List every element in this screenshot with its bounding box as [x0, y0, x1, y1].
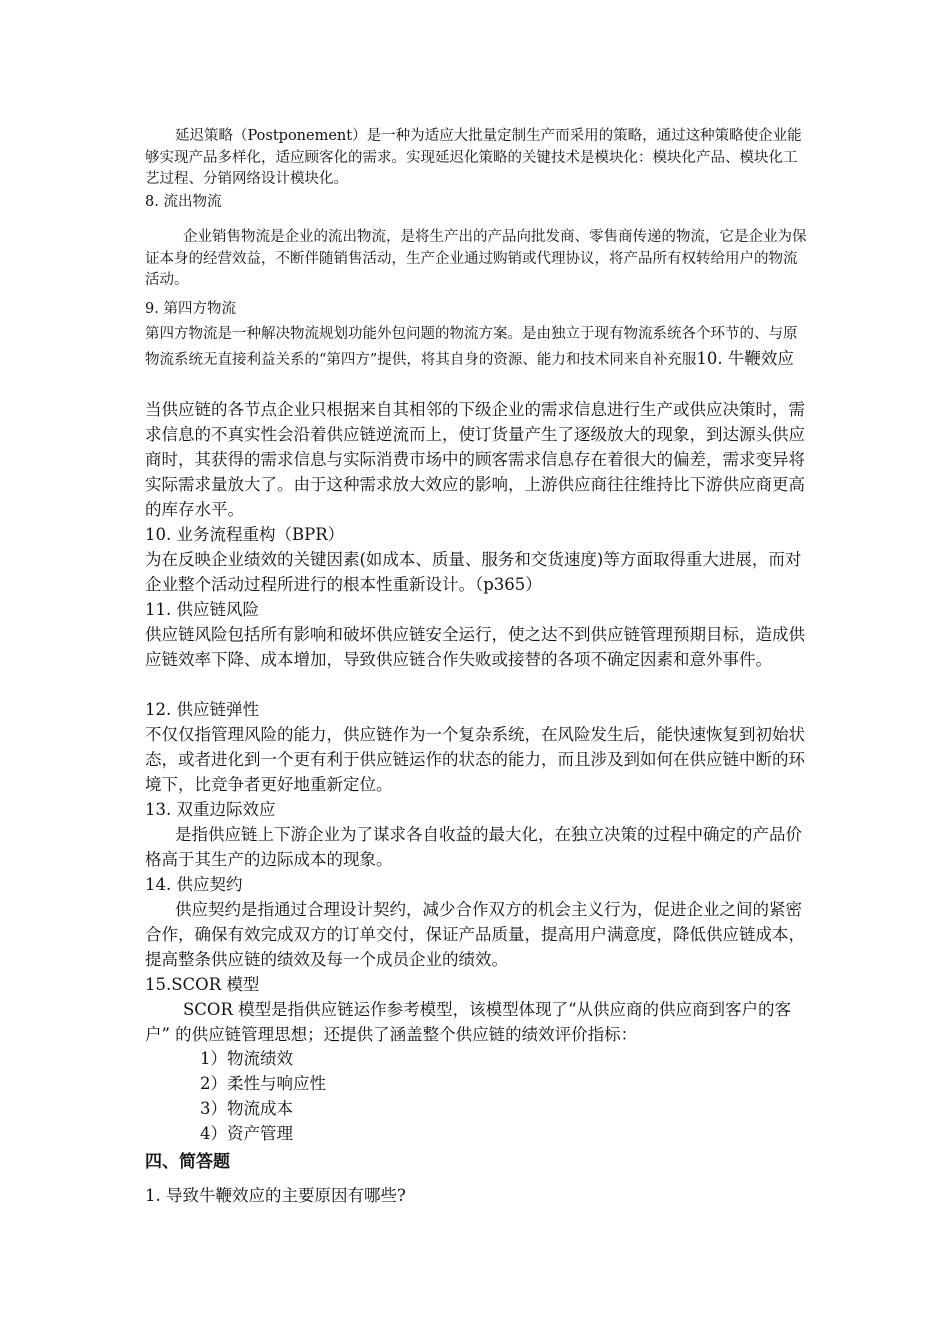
heading-14: 14. 供应契约 — [145, 875, 243, 894]
list-item: 1）物流绩效 — [200, 1049, 293, 1068]
paragraph-14: 供应契约是指通过合理设计契约，减少合作双方的机会主义行为，促进企业之间的紧密合作，确保有效完成双方的订单交付，保证产品质量，提高用户满意度，降低供应链成本，提高整条供应链的绩效及每一个成员企业的绩效。 — [145, 900, 805, 969]
question-1: 1. 导致牛鞭效应的主要原因有哪些? — [145, 1186, 406, 1205]
heading-10-bpr: 10. 业务流程重构（BPR） — [145, 525, 345, 544]
heading-8: 8. 流出物流 — [145, 194, 222, 210]
paragraph-9 — [145, 324, 810, 371]
heading-13: 13. 双重边际效应 — [145, 800, 276, 819]
paragraph-11: 供应链风险包括所有影响和破坏供应链安全运行，使之达不到供应链管理预期目标，造成供应链效率下降、成本增加，导致供应链合作失败或接替的各项不确定因素和意外事件。 — [145, 625, 805, 669]
list-item: 2）柔性与响应性 — [200, 1074, 326, 1093]
paragraph-12: 不仅仅指管理风险的能力，供应链作为一个复杂系统，在风险发生后，能快速恢复到初始状态，或者进化到一个更有利于供应链运作的状态的能力，而且涉及到如何在供应链中断的环境下，比竞争者更好地重新定位。 — [145, 725, 805, 794]
heading-9: 9. 第四方物流 — [145, 301, 236, 317]
heading-15: 15.SCOR 模型 — [145, 975, 260, 994]
section-heading: 四、简答题 — [145, 1152, 230, 1172]
paragraph-10-bpr: 为在反映企业绩效的关键因素(如成本、质量、服务和交货速度)等方面取得重大进展，而对企业整个活动过程所进行的根本性重新设计。（p365） — [145, 550, 802, 594]
paragraph-8: 企业销售物流是企业的流出物流，是将生产出的产品向批发商、零售商传递的物流，它是企业为保证本身的经营效益，不断伴随销售活动，生产企业通过购销或代理协议，将产品所有权转给用户的物流活动。 — [145, 229, 807, 288]
list-item: 4）资产管理 — [200, 1124, 293, 1143]
paragraph-10-bullwhip: 当供应链的各节点企业只根据来自其相邻的下级企业的需求信息进行生产或供应决策时，需求信息的不真实性会沿着供应链逆流而上，使订货量产生了逐级放大的现象，到达源头供应商时，其获得的需求信息与实际消费市场中的顾客需求信息存在着很大的偏差，需求变异将实际需求量放大了。由于这种需求放大效应的影响，上游供应商往往维持比下游供应商更高的库存水平。 — [145, 400, 805, 519]
heading-11: 11. 供应链风险 — [145, 600, 259, 619]
heading-12: 12. 供应链弹性 — [145, 700, 259, 719]
paragraph-9-text: 第四方物流是一种解决物流规划功能外包问题的物流方案。是由独立于现有物流系统各个环节的、与原物流系统无直接利益关系的“第四方”提供，将其自身的资源、能力和技术同来自补充服 — [145, 326, 798, 368]
paragraph-postponement: 延迟策略（Postponement）是一种为适应大批量定制生产而采用的策略，通过这种策略使企业能够实现产品多样化，适应顾客化的需求。实现延迟化策略的关键技术是模块化：模块化产品、模块化工艺过程、分销网络设计模块化。 — [145, 128, 802, 187]
heading-10-bullwhip: 10. 牛鞭效应 — [696, 348, 794, 368]
list-item: 3）物流成本 — [200, 1099, 293, 1118]
paragraph-15: SCOR 模型是指供应链运作参考模型，该模型体现了“从供应商的供应商到客户的客户” 的供应链管理思想；还提供了涵盖整个供应链的绩效评价指标： — [145, 1000, 792, 1044]
paragraph-13: 是指供应链上下游企业为了谋求各自收益的最大化，在独立决策的过程中确定的产品价格高于其生产的边际成本的现象。 — [145, 825, 802, 869]
